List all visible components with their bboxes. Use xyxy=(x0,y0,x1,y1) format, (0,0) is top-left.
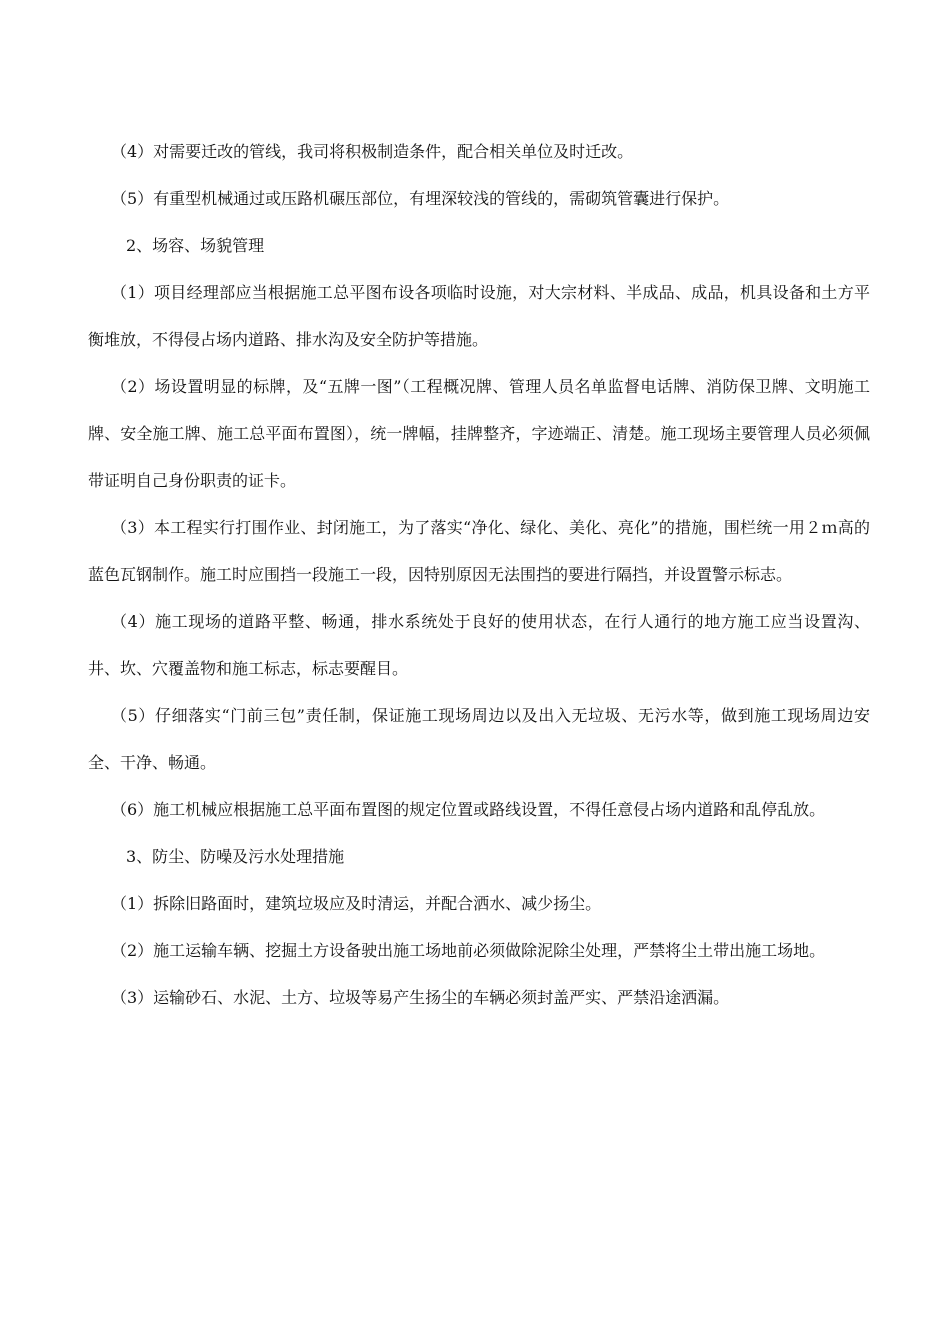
paragraph-item-5-responsibility: （5）仔细落实“门前三包”责任制，保证施工现场周边以及出入无垃圾、无污水等，做到施工现场周边安全、干净、畅通。 xyxy=(88,706,870,772)
section-heading-site-management: 2、场容、场貌管理 xyxy=(126,236,265,255)
paragraph-item-6-machinery-placement: （6）施工机械应根据施工总平面布置图的规定位置或路线设置，不得任意侵占场内道路和乱停乱放。 xyxy=(111,800,826,819)
section-heading-dust-noise-sewage: 3、防尘、防噪及污水处理措施 xyxy=(126,847,345,866)
document-body xyxy=(88,128,870,1021)
paragraph-item-2-vehicle-cleaning: （2）施工运输车辆、挖掘土方设备驶出施工场地前必须做除泥除尘处理，严禁将尘土带出施工场地。 xyxy=(111,941,826,960)
paragraph-item-1-temporary-facilities: （1）项目经理部应当根据施工总平图布设各项临时设施，对大宗材料、半成品、成品，机具设备和土方平衡堆放，不得侵占场内道路、排水沟及安全防护等措施。 xyxy=(88,283,870,349)
paragraph-item-3-enclosure: （3）本工程实行打围作业、封闭施工，为了落实“净化、绿化、美化、亮化”的措施，围栏统一用２ｍ高的蓝色瓦钢制作。施工时应围挡一段施工一段，因特别原因无法围挡的要进行隔挡，并设置警示标志。 xyxy=(88,518,870,584)
paragraph-item-5-pipeline-protection: （5）有重型机械通过或压路机碾压部位，有埋深较浅的管线的，需砌筑管囊进行保护。 xyxy=(111,189,730,208)
paragraph-item-1-demolition-dust: （1）拆除旧路面时，建筑垃圾应及时清运，并配合洒水、减少扬尘。 xyxy=(111,894,602,913)
paragraph-item-4-pipeline-relocation: （4）对需要迁改的管线，我司将积极制造条件，配合相关单位及时迁改。 xyxy=(111,142,634,161)
paragraph-item-2-signboards: （2）场设置明显的标牌，及“五牌一图”（工程概况牌、管理人员名单监督电话牌、消防保卫牌、文明施工牌、安全施工牌、施工总平面布置图），统一牌幅，挂牌整齐，字迹端正、清楚。施工现场主要管理人员必须佩带证明自己身份职责的证卡。 xyxy=(88,377,870,490)
paragraph-item-4-roads-drainage: （4）施工现场的道路平整、畅通，排水系统处于良好的使用状态，在行人通行的地方施工应当设置沟、井、坎、穴覆盖物和施工标志，标志要醒目。 xyxy=(88,612,870,678)
paragraph-item-3-transport-covering: （3）运输砂石、水泥、土方、垃圾等易产生扬尘的车辆必须封盖严实、严禁沿途洒漏。 xyxy=(111,988,730,1007)
